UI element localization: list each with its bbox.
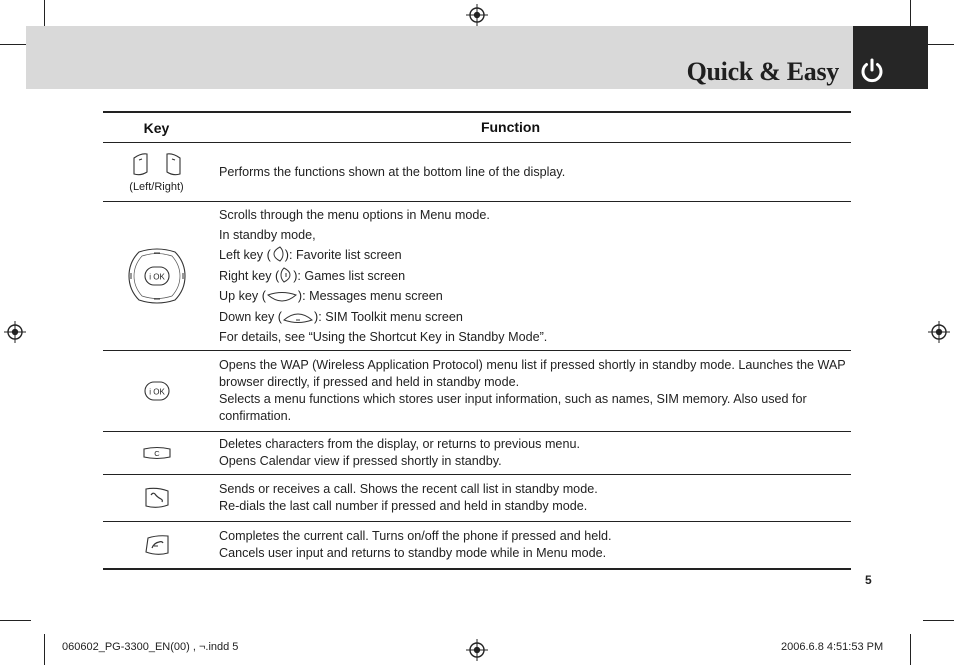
function-text: Performs the functions shown at the bottom line of the display. [219, 164, 566, 179]
table-row [103, 202, 851, 351]
registration-mark-icon [466, 639, 488, 661]
registration-mark-icon [466, 4, 488, 26]
function-text: In standby mode, [219, 227, 316, 242]
function-text: Right key ( ): Games list screen [219, 268, 406, 283]
footer-file-name: 060602_PG-3300_EN(00) , ¬.indd 5 [62, 641, 239, 653]
crop-mark [923, 620, 954, 621]
svg-text:i OK: i OK [148, 387, 165, 397]
navigation-key-icon [127, 248, 187, 304]
function-text: For details, see “Using the Shortcut Key in Standby Mode”. [219, 330, 548, 345]
crop-mark [44, 634, 45, 665]
function-text: Opens Calendar view if pressed shortly in standby. [219, 454, 502, 468]
crop-mark [0, 620, 31, 621]
power-icon [857, 56, 887, 86]
function-text: Opens the WAP (Wireless Application Protocol) menu list if pressed shortly in standby mode. Launches the WAP browser directly, if pressed and held in standby mode. [219, 358, 846, 389]
footer-timestamp: 2006.6.8 4:51:53 PM [781, 641, 884, 653]
left-key-icon [272, 246, 284, 262]
crop-mark [910, 634, 911, 665]
ok-key-icon [144, 381, 170, 401]
function-text: Sends or receives a call. Shows the recent call list in standby mode. [219, 482, 598, 496]
column-header-function: Function [480, 119, 541, 135]
send-key-icon [144, 487, 170, 509]
page-number: 5 [865, 573, 872, 587]
function-text: Selects a menu functions which stores user input information, such as names, SIM memory. Also used for confirmation. [219, 392, 807, 423]
function-text: Re-dials the last call number if pressed and held in standby mode. [219, 499, 588, 513]
column-header-key: Key [143, 119, 170, 136]
svg-text:C: C [153, 449, 160, 458]
clear-key-icon [142, 446, 172, 460]
soft-keys-icon [131, 152, 183, 178]
right-key-icon [280, 267, 292, 283]
key-label: (Left/Right) [129, 180, 184, 193]
function-text: Cancels user input and returns to standby mode while in Menu mode. [219, 546, 607, 560]
up-key-icon [267, 291, 297, 303]
table-row [103, 143, 851, 202]
function-text: Down key ( ): SIM Toolkit menu screen [219, 309, 463, 324]
function-text: Completes the current call. Turns on/off the phone if pressed and held. [219, 529, 612, 543]
table-row [103, 475, 851, 522]
table-row [103, 522, 851, 568]
function-text: Deletes characters from the display, or returns to previous menu. [219, 437, 580, 451]
function-text: Scrolls through the menu options in Menu mode. [219, 207, 490, 222]
table-header-row [103, 113, 851, 143]
down-key-icon [283, 312, 313, 324]
table-row [103, 432, 851, 475]
section-tab [853, 26, 928, 89]
end-key-icon [144, 534, 170, 556]
registration-mark-icon [928, 321, 950, 343]
key-function-table [103, 111, 851, 570]
page-title: Quick & Easy [686, 57, 839, 86]
function-text: Left key ( ): Favorite list screen [219, 248, 402, 263]
registration-mark-icon [4, 321, 26, 343]
svg-text:i OK: i OK [148, 272, 165, 282]
table-row [103, 351, 851, 432]
function-text: Up key ( ): Messages menu screen [219, 289, 443, 304]
header-band [26, 26, 853, 89]
